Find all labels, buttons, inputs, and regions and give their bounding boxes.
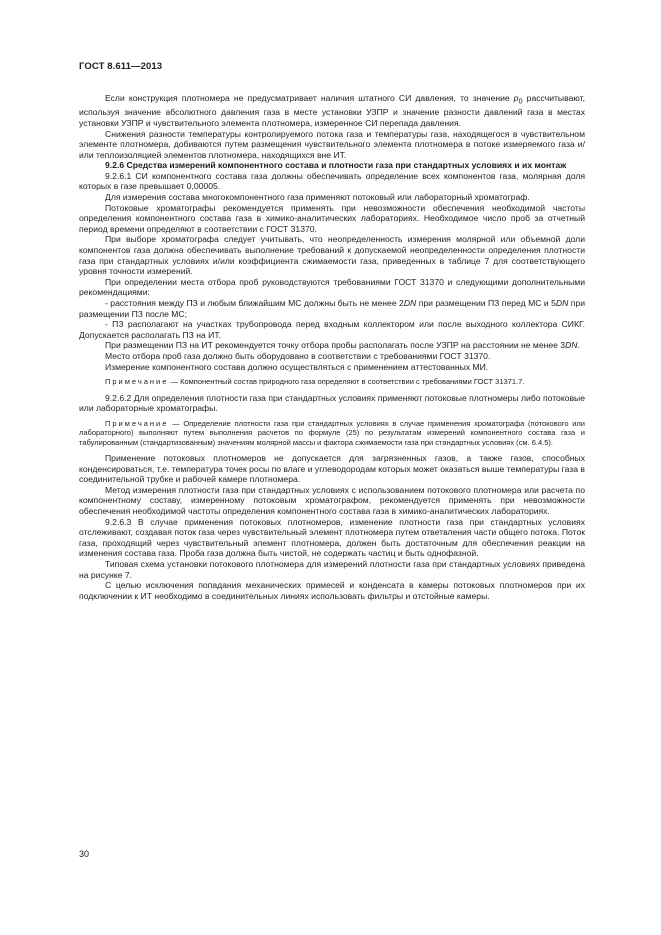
paragraph: Для измерения состава многокомпонентного газа применяют потоковый или лабораторный хроматограф. (105, 192, 530, 203)
paragraph: Потоковые хроматографы рекомендуется применять при невозможности обеспечения необходимой частоты определения компонентного состава газа в химико-аналитических лабораториях. Необходимое число проб за отчетный период времени определяют в соответствии с ГОСТ 31370. (79, 202, 585, 234)
paragraph: Если конструкция плотномера не предусматривает наличия штатного СИ давления, то значение $p_0$ рассчитывают, используя значение абсолютного давления газа в месте установки УЗПР и значение разности давлений газа в местах установки УЗПР и чувствительного элемента плотномера, измеренное СИ перепада давления. (79, 93, 585, 128)
paragraph: При размещении ПЗ на ИТ рекомендуется точку отбора пробы располагать после УЗПР на расстоянии не менее 3DN. (105, 340, 580, 351)
paragraph: - расстояния между ПЗ и любым ближайшим МС должны быть не менее 2DN при размещении ПЗ перед МС и 5DN при размещении ПЗ после МС; (79, 298, 586, 319)
note-paragraph: Примечание — Определение плотности газа при стандартных условиях в случае применения хроматографа (потокового или лабораторного) выполняют путем выполнения расчетов по формуле (25) по результатам измерений компонентного состава газа и табулированным (стандартизованным) значениям молярной массы и фактора сжимаемости газа при стандартных условиях (см. 6.4.5). (79, 418, 585, 447)
document-body (79, 93, 585, 601)
paragraph: При определении места отбора проб руководствуются требованиями ГОСТ 31370 и следующими дополнительными рекомендациями: (79, 276, 585, 298)
paragraph: 9.2.6.2 Для определения плотности газа при стандартных условиях применяют потоковые плотномеры либо потоковые или лабораторные хроматографы. (79, 392, 585, 414)
paragraph: Место отбора проб газа должно быть оборудовано в соответствии с требованиями ГОСТ 31370. (105, 350, 491, 361)
paragraph: 9.2.6.3 В случае применения потоковых плотномеров, изменение плотности газа при стандартных условиях отслеживают, создавая поток газа через чувствительный элемент плотномера путем ответвления части общего потока. Поток газа, проходящий через чувствительный элемент плотномера, должен быть достаточным для обеспечения реакции на изменения состава газа. Проба газа должна быть чистой, не содержать частиц и быть однофазной. (79, 516, 585, 559)
section-heading: 9.2.6 Средства измерений компонентного состава и плотности газа при стандартных условиях и их монтаж (105, 160, 567, 171)
paragraph: Снижения разности температуры контролируемого потока газа и температуры газа, находящегося в чувствительном элементе плотномера, добиваются путем размещения чувствительного элемента плотномера в потоке измеряемого газа и/или теплоизоляцией элементов плотномера, находящихся вне ИТ. (79, 128, 585, 160)
paragraph: Измерение компонентного состава должно осуществляться с применением аттестованных МИ. (105, 361, 489, 372)
note-paragraph: Примечание — Компонентный состав природного газа определяют в соответствии с требованиями ГОСТ 31371.7. (105, 377, 525, 387)
paragraph: 9.2.6.1 СИ компонентного состава газа должны обеспечивать определение всех компонентов газа, молярная доля которых в газе превышает 0,00005. (79, 170, 585, 192)
paragraph: При выборе хроматографа следует учитывать, что неопределенность измерения молярной или объемной доли компонентов газа должна обеспечивать выполнение требований к допускаемой неопределенности определения плотности газа при стандартных условиях и/или коэффициента сжимаемости газа, приведенных в таблице 7 для соответствующего уровня точности измерений. (79, 234, 585, 277)
document-header: ГОСТ 8.611—2013 (79, 61, 163, 72)
paragraph: Типовая схема установки потокового плотномера для измерений плотности газа при стандартных условиях приведена на рисунке 7. (79, 558, 585, 580)
paragraph: С целью исключения попадания механических примесей и конденсата в камеры потоковых плотномеров при их подключении к ИТ необходимо в соединительных линиях использовать фильтры и отстойные камеры. (79, 580, 585, 601)
page-number: 30 (79, 849, 90, 859)
paragraph: Применение потоковых плотномеров не допускается для загрязненных газов, а также газов, способных конденсироваться, т.е. температура точек росы по влаге и углеводородам которых может оказаться выше температуры газа в соединительной трубке и рабочей камере плотномера. (79, 452, 585, 485)
paragraph: - ПЗ располагают на участках трубопровода перед входным коллектором или после выходного коллектора СИКГ. Допускается располагать ПЗ на ИТ. (79, 319, 585, 340)
paragraph: Метод измерения плотности газа при стандартных условиях с использованием потокового плотномера или расчета по компонентному составу, измеренному потоковым хроматографом, рекомендуется применять при невозможности обеспечения необходимой частоты определения компонентного состава газа в химико-аналитических лабораториях. (79, 484, 585, 516)
